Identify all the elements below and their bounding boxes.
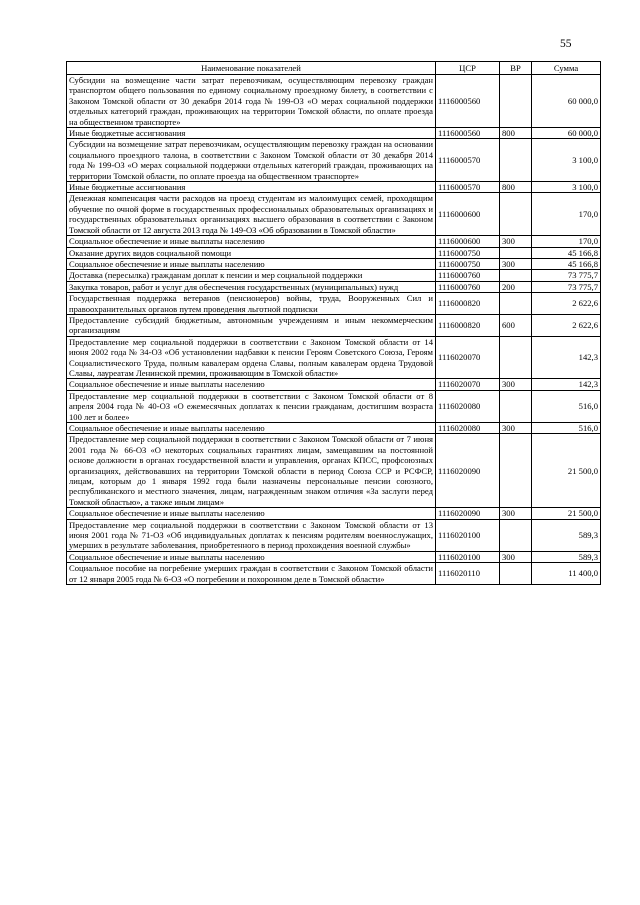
table-row — [67, 281, 601, 292]
cell-csr: 1116020090 — [436, 434, 500, 508]
cell-csr: 1116000760 — [436, 270, 500, 281]
cell-csr: 1116020100 — [436, 551, 500, 562]
table-body — [67, 75, 601, 585]
table-row — [67, 519, 601, 551]
header-vr: ВР — [500, 62, 532, 75]
cell-sum: 21 500,0 — [532, 508, 601, 519]
cell-csr: 1116000750 — [436, 258, 500, 269]
cell-name: Социальное обеспечение и иные выплаты населению — [67, 379, 436, 390]
cell-vr: 800 — [500, 182, 532, 193]
table-row — [67, 258, 601, 269]
cell-sum: 516,0 — [532, 390, 601, 422]
cell-sum: 589,3 — [532, 551, 601, 562]
cell-sum: 45 166,8 — [532, 247, 601, 258]
cell-name: Иные бюджетные ассигнования — [67, 182, 436, 193]
table-header-row — [67, 62, 601, 75]
table-row — [67, 423, 601, 434]
table-row — [67, 314, 601, 336]
cell-vr — [500, 293, 532, 315]
cell-name: Социальное пособие на погребение умерших граждан в соответствии с Законом Томской области от 12 января 2005 года № 6-ОЗ «О погребении и похоронном деле в Томской области» — [67, 563, 436, 585]
cell-csr: 1116020070 — [436, 336, 500, 379]
cell-vr — [500, 434, 532, 508]
cell-name: Закупка товаров, работ и услуг для обеспечения государственных (муниципальных) нужд — [67, 281, 436, 292]
cell-name: Доставка (пересылка) гражданам доплат к пенсии и мер социальной поддержки — [67, 270, 436, 281]
page-number: 55 — [560, 38, 572, 50]
cell-sum: 73 775,7 — [532, 281, 601, 292]
cell-vr — [500, 270, 532, 281]
table-row — [67, 139, 601, 182]
cell-csr: 1116000560 — [436, 128, 500, 139]
cell-csr: 1116020110 — [436, 563, 500, 585]
cell-vr: 300 — [500, 508, 532, 519]
table-row — [67, 247, 601, 258]
cell-name: Денежная компенсация части расходов на проезд студентам из малоимущих семей, проходящим обучение по очной форме в государственных профессиональных образовательных организациях и государственных образовательных организациях высшего образования в соответствии с Законом Томской области от 12 августа 2013 года № 149-ОЗ «Об образовании в Томской области» — [67, 193, 436, 236]
cell-name: Предоставление мер социальной поддержки в соответствии с Законом Томской области от 8 апреля 2004 года № 40-ОЗ «О ежемесячных доплатах к пенсии гражданам, достигшим возраста 100 лет и более» — [67, 390, 436, 422]
cell-vr: 300 — [500, 423, 532, 434]
cell-csr: 1116000600 — [436, 236, 500, 247]
cell-csr: 1116000750 — [436, 247, 500, 258]
cell-vr: 300 — [500, 551, 532, 562]
table-row — [67, 128, 601, 139]
cell-name: Предоставление субсидий бюджетным, автономным учреждениям и иным некоммерческим организациям — [67, 314, 436, 336]
table-row — [67, 193, 601, 236]
cell-name: Социальное обеспечение и иные выплаты населению — [67, 551, 436, 562]
cell-sum: 11 400,0 — [532, 563, 601, 585]
table-row — [67, 390, 601, 422]
header-csr: ЦСР — [436, 62, 500, 75]
cell-sum: 170,0 — [532, 193, 601, 236]
cell-name: Оказание других видов социальной помощи — [67, 247, 436, 258]
cell-vr — [500, 247, 532, 258]
table-row — [67, 182, 601, 193]
cell-csr: 1116000570 — [436, 182, 500, 193]
cell-vr: 300 — [500, 236, 532, 247]
cell-csr: 1116020080 — [436, 390, 500, 422]
cell-vr — [500, 193, 532, 236]
table-row — [67, 434, 601, 508]
cell-csr: 1116000820 — [436, 293, 500, 315]
cell-csr: 1116000560 — [436, 75, 500, 128]
cell-sum: 589,3 — [532, 519, 601, 551]
cell-name: Социальное обеспечение и иные выплаты населению — [67, 423, 436, 434]
cell-name: Предоставление мер социальной поддержки в соответствии с Законом Томской области от 7 июня 2001 года № 66-ОЗ «О некоторых социальных гарантиях лицам, замещавшим на постоянной основе должности в органах государственной власти и управления, органах КПСС, профсоюзных организациях, действовавших на территории Томской области в период Союза ССР и РСФСР, лицам, которым до 1 января 1992 года были назначены персональные пенсии союзного, республиканского и местного значения, лицам, награжденным знаком отличия «За заслуги перед Томской областью», а также иным лицам» — [67, 434, 436, 508]
cell-name: Социальное обеспечение и иные выплаты населению — [67, 236, 436, 247]
cell-sum: 142,3 — [532, 379, 601, 390]
cell-csr: 1116020100 — [436, 519, 500, 551]
cell-sum: 170,0 — [532, 236, 601, 247]
cell-vr — [500, 75, 532, 128]
table-row — [67, 293, 601, 315]
table-row — [67, 236, 601, 247]
table-row — [67, 75, 601, 128]
table-row — [67, 379, 601, 390]
cell-sum: 60 000,0 — [532, 128, 601, 139]
cell-name: Предоставление мер социальной поддержки в соответствии с Законом Томской области от 14 июня 2002 года № 34-ОЗ «Об установлении надбавки к пенсии Героям Советского Союза, Героям Социалистического Труда, полным кавалерам ордена Славы, полным кавалерам ордена Трудовой Славы, лауреатам Ленинской премии, проживающим в Томской области» — [67, 336, 436, 379]
cell-vr — [500, 139, 532, 182]
header-sum: Сумма — [532, 62, 601, 75]
cell-csr: 1116000600 — [436, 193, 500, 236]
cell-vr — [500, 563, 532, 585]
table-row — [67, 336, 601, 379]
table-row — [67, 563, 601, 585]
cell-vr — [500, 336, 532, 379]
table-row — [67, 508, 601, 519]
cell-name: Иные бюджетные ассигнования — [67, 128, 436, 139]
budget-table — [66, 61, 601, 585]
cell-vr: 600 — [500, 314, 532, 336]
cell-csr: 1116000820 — [436, 314, 500, 336]
cell-sum: 21 500,0 — [532, 434, 601, 508]
cell-sum: 3 100,0 — [532, 139, 601, 182]
cell-vr: 800 — [500, 128, 532, 139]
header-name: Наименование показателей — [67, 62, 436, 75]
cell-csr: 1116020070 — [436, 379, 500, 390]
cell-name: Предоставление мер социальной поддержки в соответствии с Законом Томской области от 13 июня 2001 года № 71-ОЗ «Об индивидуальных доплатах к пенсиям родителям военнослужащих, умерших в результате заболевания, приобретенного в период прохождения военной службы» — [67, 519, 436, 551]
cell-name: Субсидии на возмещение затрат перевозчикам, осуществляющим перевозку граждан на основании социального проездного талона, в соответствии с Законом Томской области от 30 декабря 2014 года № 199-ОЗ «О мерах социальной поддержки отдельных категорий граждан, проживающих на территории Томской области, по оплате проезда на общественном транспорте» — [67, 139, 436, 182]
cell-vr — [500, 390, 532, 422]
table-row — [67, 270, 601, 281]
cell-sum: 2 622,6 — [532, 314, 601, 336]
cell-sum: 2 622,6 — [532, 293, 601, 315]
cell-vr — [500, 519, 532, 551]
cell-name: Субсидии на возмещение части затрат перевозчикам, осуществляющим перевозку граждан транспортом общего пользования по единому социальному проездному билету, в соответствии с Законом Томской области от 30 декабря 2014 года № 199-ОЗ «О мерах социальной поддержки отдельных категорий граждан, проживающих на территории Томской области, по оплате проезда на общественном транспорте» — [67, 75, 436, 128]
cell-sum: 142,3 — [532, 336, 601, 379]
cell-sum: 516,0 — [532, 423, 601, 434]
cell-sum: 73 775,7 — [532, 270, 601, 281]
cell-vr: 300 — [500, 258, 532, 269]
cell-vr: 200 — [500, 281, 532, 292]
cell-name: Социальное обеспечение и иные выплаты населению — [67, 258, 436, 269]
cell-csr: 1116000570 — [436, 139, 500, 182]
cell-csr: 1116020080 — [436, 423, 500, 434]
table-row — [67, 551, 601, 562]
cell-vr: 300 — [500, 379, 532, 390]
cell-sum: 3 100,0 — [532, 182, 601, 193]
cell-csr: 1116000760 — [436, 281, 500, 292]
cell-sum: 60 000,0 — [532, 75, 601, 128]
cell-sum: 45 166,8 — [532, 258, 601, 269]
cell-name: Социальное обеспечение и иные выплаты населению — [67, 508, 436, 519]
cell-csr: 1116020090 — [436, 508, 500, 519]
cell-name: Государственная поддержка ветеранов (пенсионеров) войны, труда, Вооруженных Сил и правоохранительных органов путем проведения льготной подписки — [67, 293, 436, 315]
